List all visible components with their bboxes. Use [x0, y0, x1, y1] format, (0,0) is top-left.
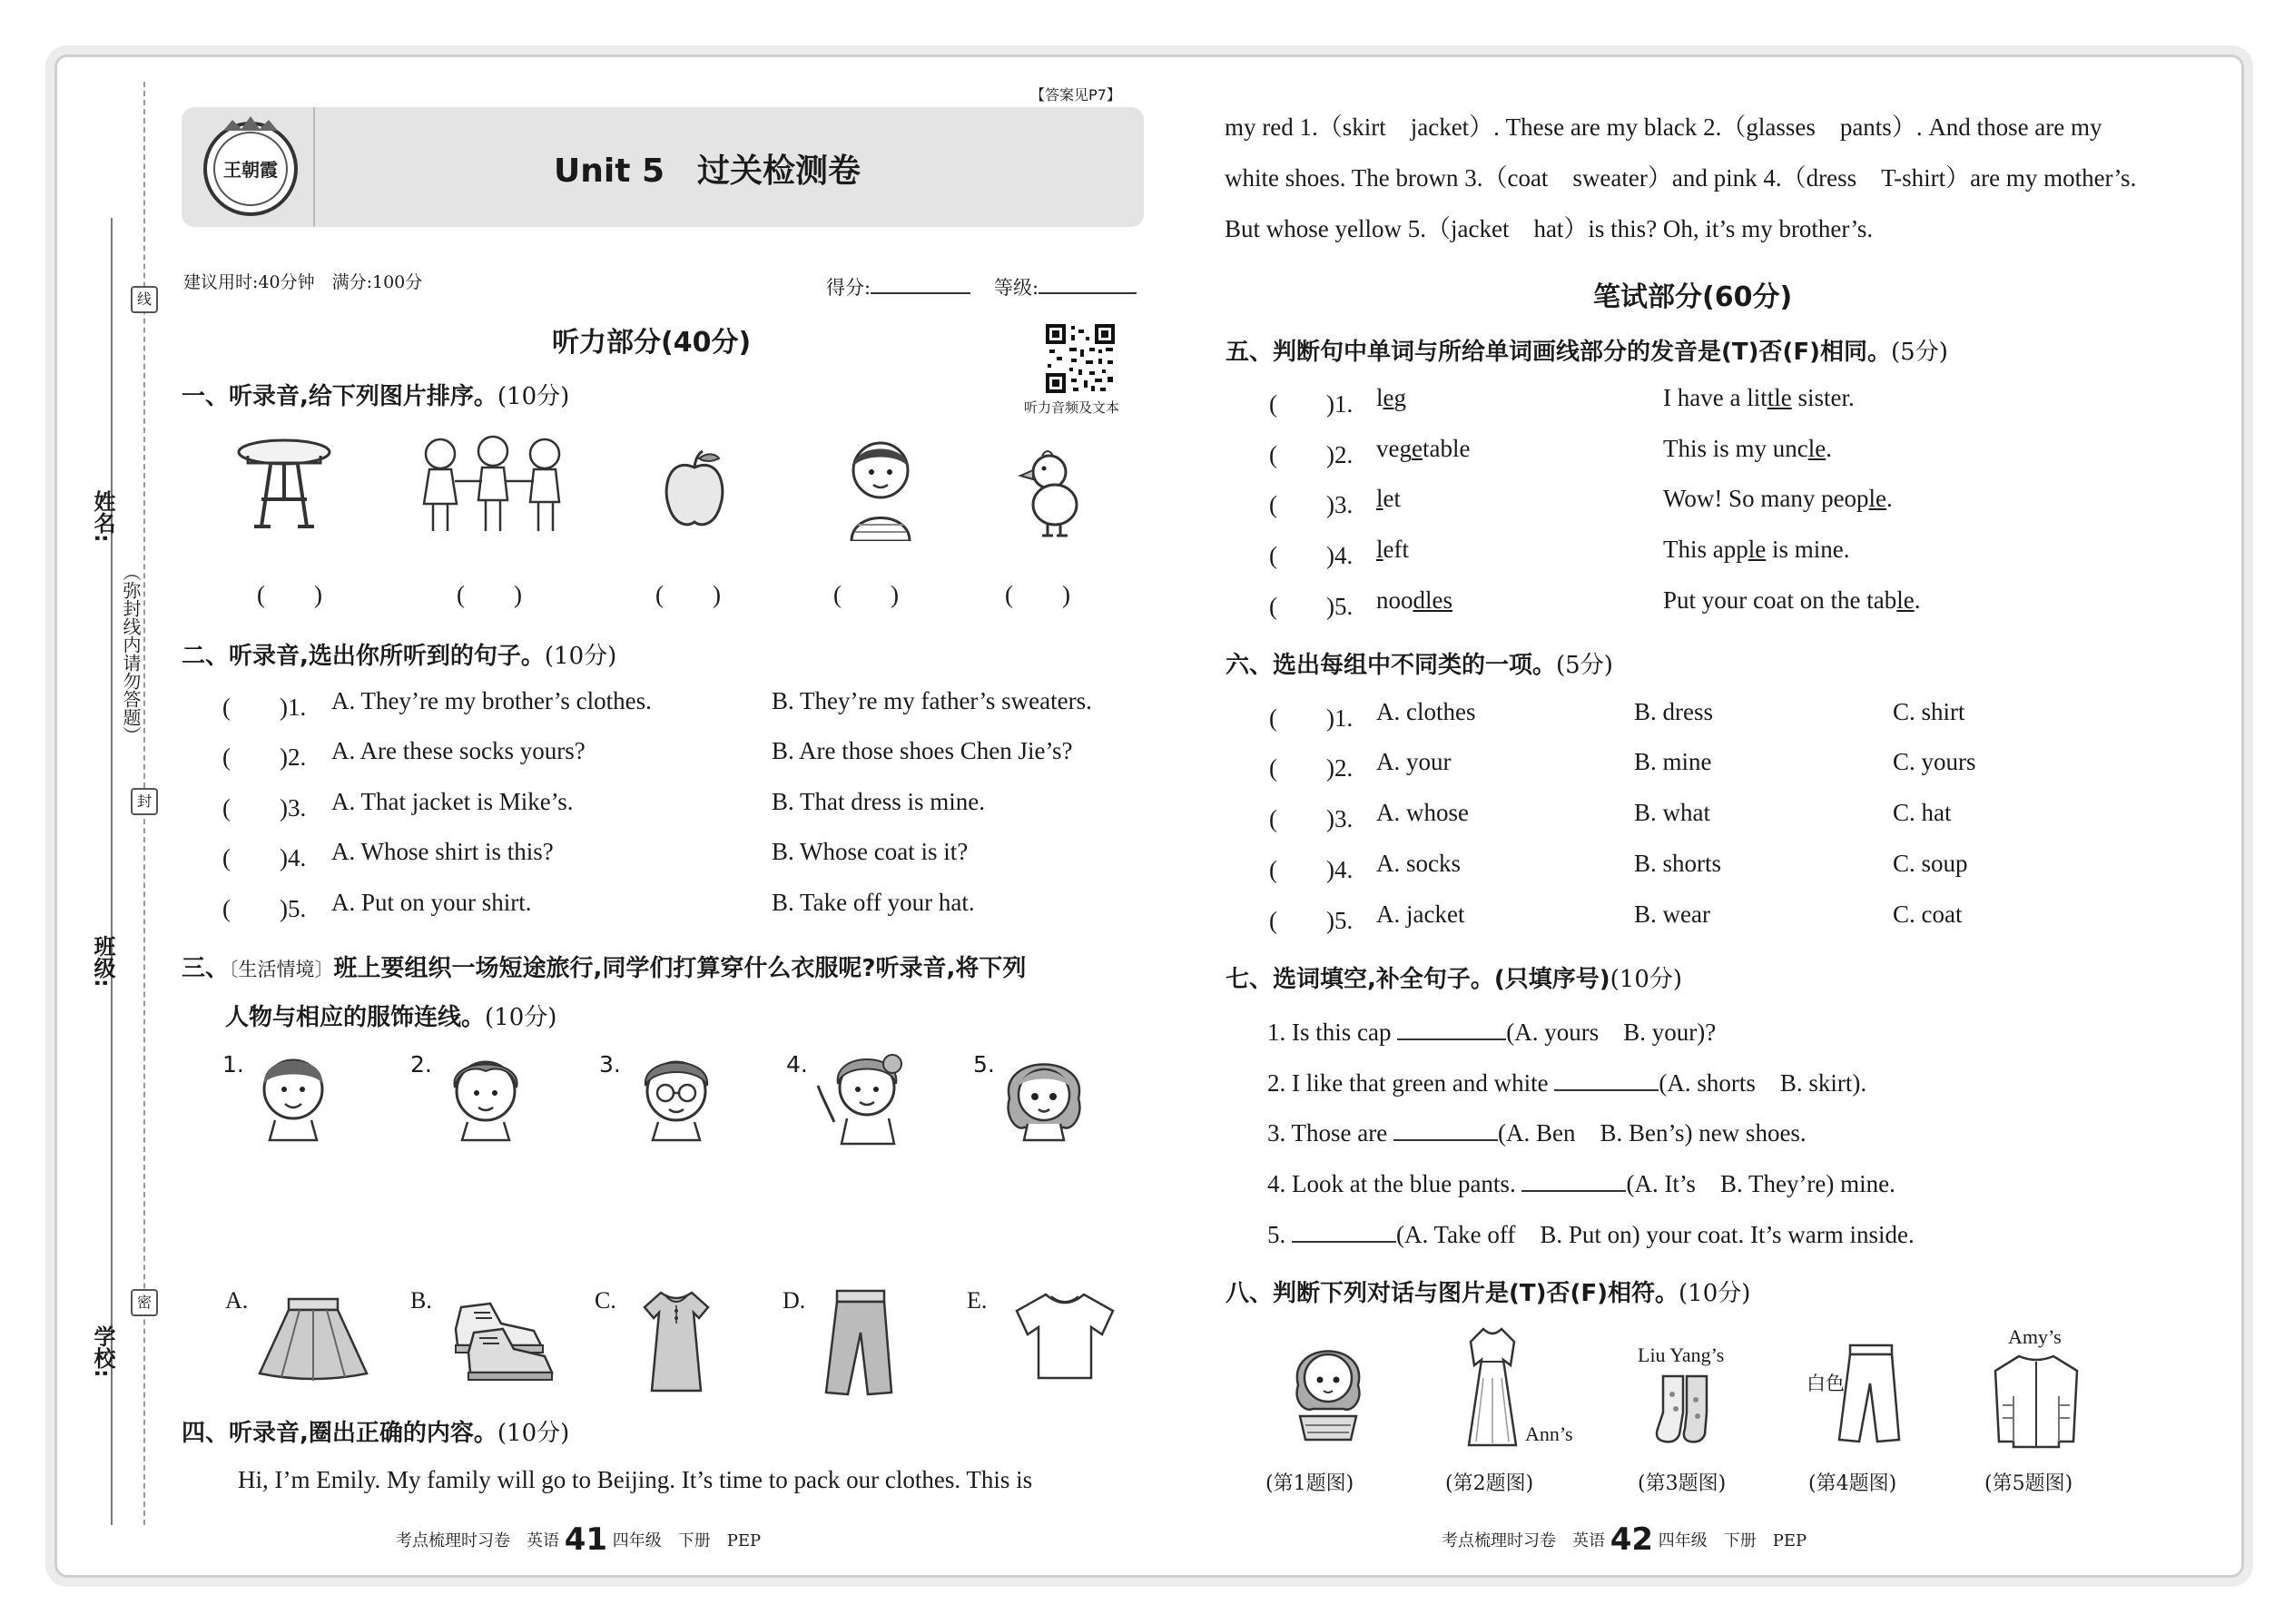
- s2-num-5[interactable]: ( )5.: [222, 895, 307, 922]
- s5-word-5: noodles: [1376, 586, 1452, 614]
- name-label: 姓名:: [90, 490, 115, 543]
- s2-opt-3a: A. That jacket is Mike’s.: [331, 788, 574, 815]
- s2-num-4[interactable]: ( )4.: [222, 844, 307, 871]
- s6-opt-1c: C. shirt: [1893, 698, 1965, 725]
- s8-title: 八、判断下列对话与图片是(T)否(F)相符。(10分): [1226, 1280, 1751, 1307]
- s3-person-num-5: 5.: [973, 1051, 995, 1078]
- logo-text: 王朝霞: [223, 159, 278, 181]
- s2-opt-3b: B. That dress is mine.: [772, 788, 985, 815]
- s8-caption-1: (第1题图): [1265, 1472, 1354, 1495]
- logo-badge: [196, 114, 305, 220]
- sneakers-icon[interactable]: [447, 1289, 556, 1384]
- s5-num-4[interactable]: ( )4.: [1269, 542, 1354, 569]
- label-anns: Ann’s: [1525, 1422, 1573, 1445]
- s2-num-3[interactable]: ( )3.: [222, 794, 307, 822]
- dress-icon[interactable]: [635, 1287, 717, 1396]
- page-number-left: 41: [564, 1521, 608, 1558]
- s5-num-1[interactable]: ( )1.: [1269, 390, 1354, 418]
- s5-num-5[interactable]: ( )5.: [1269, 593, 1354, 620]
- s4-passage-line-2: my red 1.（skirt jacket）. These are my black 2.（glasses pants）. And those are my: [1225, 113, 2102, 141]
- s6-opt-4a: A. socks: [1376, 850, 1461, 877]
- s3-cloth-letter-e: E.: [967, 1287, 988, 1314]
- s6-opt-1b: B. dress: [1634, 698, 1713, 725]
- s3-tag: 〔生活情境〕: [229, 959, 334, 980]
- pants-icon[interactable]: [819, 1287, 901, 1401]
- school-label: 学校:: [90, 1325, 115, 1378]
- s2-opt-4b: B. Whose coat is it?: [772, 838, 969, 865]
- long-dress-icon: [1456, 1324, 1529, 1451]
- s4-passage-line-4: But whose yellow 5.（jacket hat）is this? Oh, it’s my brother’s.: [1225, 215, 1874, 242]
- score-field[interactable]: [826, 269, 970, 300]
- person-1-icon[interactable]: [252, 1044, 334, 1144]
- footer-right: 考点梳理时习卷 英语 42 四年级 下册 PEP: [1442, 1521, 1807, 1558]
- s7-item-1: 1. Is this cap (A. yours B. your)?: [1267, 1012, 1716, 1048]
- s1-title: 一、听录音,给下列图片排序。(10分): [182, 383, 570, 410]
- s3-person-num-1: 1.: [222, 1051, 244, 1078]
- grade-field[interactable]: [994, 269, 1137, 300]
- s2-opt-1a: A. They’re my brother’s clothes.: [331, 687, 652, 714]
- s7-blank-1[interactable]: [1397, 1015, 1506, 1040]
- s2-opt-5b: B. Take off your hat.: [772, 889, 975, 916]
- s4-passage-line-3: white shoes. The brown 3.（coat sweater）and pink 4.（dress T-shirt）are my mother’s.: [1225, 164, 2137, 192]
- socks-icon: [1650, 1373, 1723, 1445]
- s7-item-3: 3. Those are (A. Ben B. Ben’s) new shoes.: [1267, 1113, 1807, 1148]
- s7-item-2: 2. I like that green and white (A. shorts B. skirt).: [1267, 1063, 1866, 1098]
- right-page: [1207, 0, 2233, 1624]
- s5-title: 五、判断句中单词与所给单词画线部分的发音是(T)否(F)相同。(5分): [1226, 339, 1948, 366]
- s1-blank-4[interactable]: ( ): [833, 581, 899, 608]
- s6-opt-4b: B. shorts: [1634, 850, 1722, 877]
- s6-opt-1a: A. clothes: [1376, 698, 1476, 725]
- skirt-icon[interactable]: [254, 1294, 372, 1384]
- page-title: Unit 5 过关检测卷: [554, 153, 861, 190]
- s8-caption-4: (第4题图): [1808, 1472, 1897, 1495]
- s4-passage-line-1: Hi, I’m Emily. My family will go to Beijing. It’s time to pack our clothes. This is: [238, 1466, 1033, 1493]
- s6-opt-5a: A. jacket: [1376, 901, 1465, 928]
- person-5-icon[interactable]: [999, 1044, 1089, 1144]
- s6-num-3[interactable]: ( )3.: [1269, 805, 1354, 832]
- header-banner: [182, 107, 1144, 227]
- s6-num-4[interactable]: ( )4.: [1269, 856, 1354, 883]
- listening-title: 听力部分(40分): [552, 327, 752, 359]
- label-white: 白色: [1807, 1373, 1845, 1394]
- s7-blank-2[interactable]: [1554, 1066, 1659, 1091]
- s7-title: 七、选词填空,补全句子。(只填序号)(10分): [1226, 966, 1683, 993]
- s8-caption-2: (第2题图): [1445, 1472, 1534, 1495]
- s5-sentence-1: I have a little sister.: [1663, 384, 1855, 411]
- girl-basket-icon: [1287, 1334, 1369, 1443]
- tag-feng: 封: [131, 788, 158, 815]
- s5-word-1: leg: [1376, 384, 1406, 411]
- person-4-icon[interactable]: [812, 1044, 912, 1148]
- s1-blank-1[interactable]: ( ): [257, 581, 322, 608]
- s2-num-2[interactable]: ( )2.: [222, 743, 307, 771]
- s2-opt-2b: B. Are those shoes Chen Jie’s?: [772, 737, 1073, 764]
- s3-cloth-letter-a: A.: [225, 1287, 249, 1314]
- score-label: 得分:: [826, 277, 871, 299]
- time-score: 建议用时:40分钟 满分:100分: [183, 272, 423, 292]
- person-3-icon[interactable]: [631, 1044, 722, 1144]
- s5-word-3: let: [1376, 485, 1402, 512]
- s2-opt-1b: B. They’re my father’s sweaters.: [772, 687, 1092, 714]
- footer-left: 考点梳理时习卷 英语 41 四年级 下册 PEP: [396, 1521, 762, 1558]
- s4-title: 四、听录音,圈出正确的内容。(10分): [182, 1420, 570, 1447]
- class-label: 班级:: [90, 935, 115, 988]
- s7-blank-3[interactable]: [1393, 1116, 1498, 1141]
- s2-num-1[interactable]: ( )1.: [222, 694, 307, 721]
- s3-title: 三、〔生活情境〕班上要组织一场短途旅行,同学们打算穿什么衣服呢?听录音,将下列: [182, 955, 1027, 982]
- qr-caption: 听力音频及文本: [1024, 399, 1120, 416]
- s2-opt-2a: A. Are these socks yours?: [331, 737, 586, 764]
- s8-caption-5: (第5题图): [1984, 1472, 2073, 1495]
- written-title: 笔试部分(60分): [1593, 281, 1793, 313]
- s3-person-num-4: 4.: [786, 1051, 808, 1078]
- s7-item-5: 5. (A. Take off B. Put on) your coat. It’s warm inside.: [1267, 1215, 1915, 1250]
- s6-num-5[interactable]: ( )5.: [1269, 907, 1354, 934]
- s3-cloth-letter-b: B.: [410, 1287, 432, 1314]
- s7-blank-4[interactable]: [1521, 1166, 1626, 1192]
- tshirt-icon[interactable]: [1008, 1287, 1121, 1383]
- children-icon: [413, 431, 572, 540]
- s6-opt-2c: C. yours: [1893, 748, 1976, 775]
- table-icon: [234, 436, 334, 540]
- s6-opt-4c: C. soup: [1893, 850, 1968, 877]
- s6-opt-5c: C. coat: [1893, 901, 1963, 928]
- s3-person-num-2: 2.: [410, 1051, 432, 1078]
- label-liu-yangs: Liu Yang’s: [1638, 1343, 1725, 1366]
- s3-cloth-letter-d: D.: [783, 1287, 806, 1314]
- s5-word-2: vegetable: [1376, 435, 1471, 462]
- s6-opt-3c: C. hat: [1893, 799, 1952, 826]
- page-number-right: 42: [1610, 1521, 1654, 1558]
- s3-title2: 人物与相应的服饰连线。(10分): [225, 1004, 557, 1031]
- s1-blank-3[interactable]: ( ): [655, 581, 721, 608]
- s5-num-2[interactable]: ( )2.: [1269, 441, 1354, 468]
- s6-num-1[interactable]: ( )1.: [1269, 704, 1354, 732]
- s5-sentence-5: Put your coat on the table.: [1663, 586, 1921, 614]
- s5-sentence-2: This is my uncle.: [1663, 435, 1832, 462]
- s3-person-num-3: 3.: [599, 1051, 621, 1078]
- qr-code[interactable]: [1044, 322, 1117, 395]
- s6-num-2[interactable]: ( )2.: [1269, 754, 1354, 782]
- s5-sentence-3: Wow! So many people.: [1663, 485, 1893, 512]
- s1-blank-2[interactable]: ( ): [457, 581, 522, 608]
- boy-icon: [835, 434, 926, 541]
- s8-caption-3: (第3题图): [1638, 1472, 1727, 1495]
- s6-opt-3a: A. whose: [1376, 799, 1469, 826]
- s6-opt-5b: B. wear: [1634, 901, 1710, 928]
- s2-opt-5a: A. Put on your shirt.: [331, 889, 532, 916]
- jacket-icon: [1986, 1351, 2086, 1451]
- s6-title: 六、选出每组中不同类的一项。(5分): [1226, 652, 1613, 679]
- s7-blank-5[interactable]: [1292, 1217, 1396, 1243]
- grade-label: 等级:: [994, 277, 1039, 299]
- person-2-icon[interactable]: [440, 1044, 531, 1144]
- s2-opt-4a: A. Whose shirt is this?: [331, 838, 554, 865]
- tag-xian: 线: [131, 286, 158, 313]
- s7-item-4: 4. Look at the blue pants. (A. It’s B. They’re) mine.: [1267, 1164, 1895, 1199]
- s2-title: 二、听录音,选出你所听到的句子。(10分): [182, 643, 617, 670]
- s6-opt-2a: A. your: [1376, 748, 1452, 775]
- white-pants-icon: [1834, 1342, 1906, 1446]
- tag-mi: 密: [131, 1289, 158, 1316]
- s6-opt-2b: B. mine: [1634, 748, 1712, 775]
- s5-num-3[interactable]: ( )3.: [1269, 491, 1354, 518]
- seal-note: （弥封线内请勿答题）: [120, 563, 142, 744]
- duckling-icon: [1015, 447, 1088, 542]
- s6-opt-3b: B. what: [1634, 799, 1710, 826]
- answer-ref: 【答案见P7】: [1030, 86, 1121, 103]
- s5-sentence-4: This apple is mine.: [1663, 536, 1850, 563]
- s3-cloth-letter-c: C.: [595, 1287, 616, 1314]
- apple-icon: [661, 449, 729, 531]
- s5-word-4: left: [1376, 536, 1409, 563]
- s1-blank-5[interactable]: ( ): [1005, 581, 1070, 608]
- label-amys: Amy’s: [2008, 1325, 2062, 1348]
